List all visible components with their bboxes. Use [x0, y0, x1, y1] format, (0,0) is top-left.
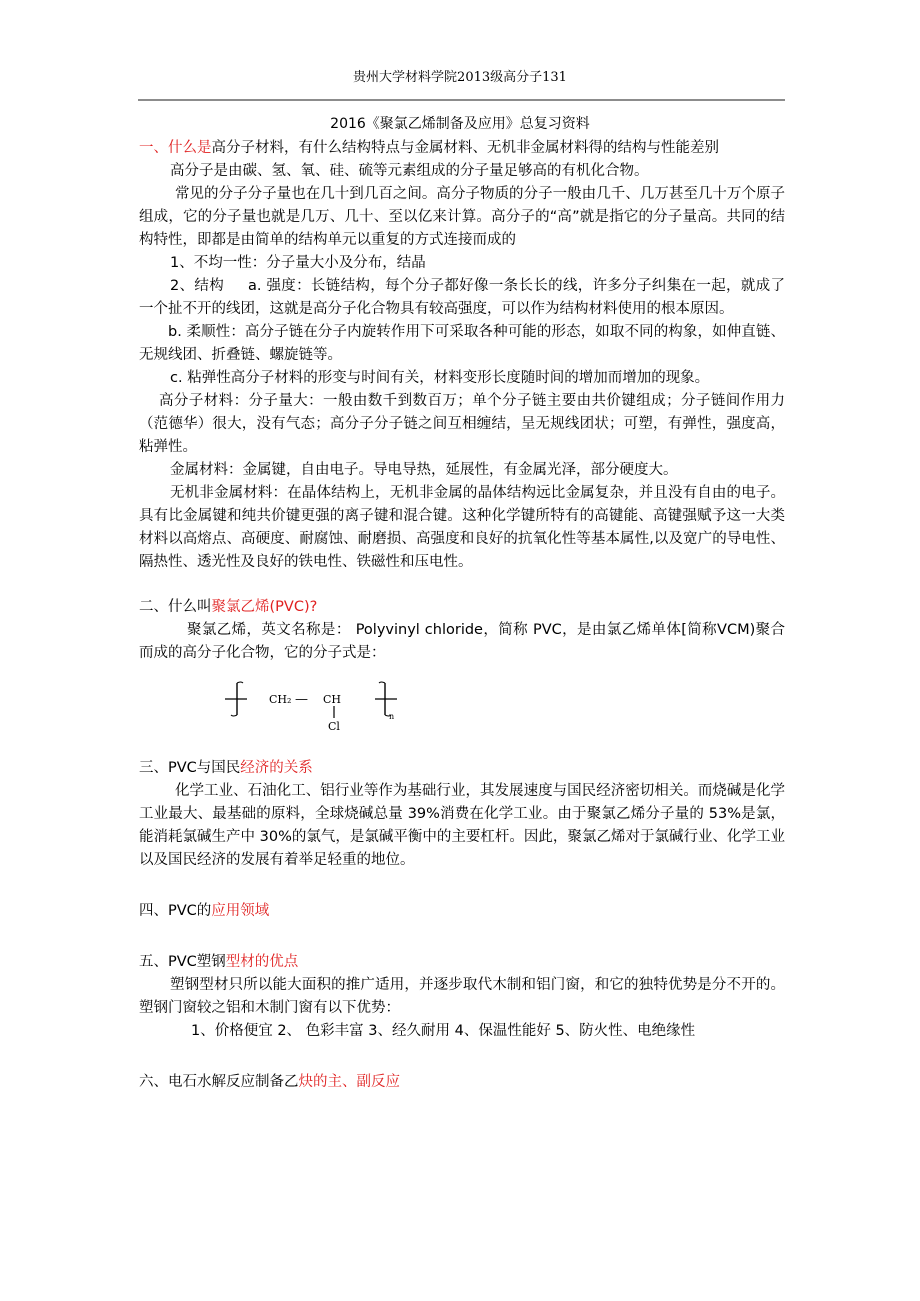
- section-6-heading-text: 六、电石水解反应制备乙: [139, 1074, 299, 1090]
- paragraph: 常见的分子分子量也在几十到几百之间。高分子物质的分子一般由几千、几万甚至几十万个原子组成，它的分子量也就是几万、几十、至以亿来计算。高分子的“高”就是指它的分子量高。共同的结构特性，即都是由简单的结构单元以重复的方式连接而成的: [139, 186, 785, 248]
- formula-svg: [215, 675, 425, 735]
- section-2-heading-red: 聚氯乙烯(PVC)?: [211, 599, 318, 615]
- section-1-heading-text: 高分子材料，有什么结构特点与金属材料、无机非金属材料得的结构与性能差别: [211, 140, 719, 156]
- section-5-heading-text: 五、PVC塑钢: [139, 954, 226, 970]
- formula-dash: —: [295, 692, 308, 707]
- section-4-heading: [139, 900, 785, 923]
- formula-group-ch: CH: [323, 693, 342, 706]
- section-1-heading: [139, 137, 785, 160]
- paragraph: 化学工业、石油化工、铝行业等作为基础行业，其发展速度与国民经济密切相关。而烧碱是化学工业最大、最基础的原料，全球烧碱总量 39%消费在化学工业。由于聚氯乙烯分子量的 53%是氯，能消耗氯碱生产中 30%的氯气，是氯碱平衡中的主要杠杆。因此，聚氯乙烯对于氯碱行业、化学工业以及国民经济的发展有着举足轻重的地位。: [139, 783, 785, 868]
- section-2-heading-text: 二、什么叫: [139, 599, 212, 615]
- formula-subscript-n: n: [389, 712, 395, 721]
- section-4-heading-red: 应用领域: [211, 903, 270, 919]
- formula-group-ch2: CH₂: [269, 693, 292, 706]
- section-3-heading: [139, 757, 785, 780]
- document-title: 2016《聚氯乙烯制备及应用》总复习资料: [330, 116, 590, 132]
- pvc-structural-formula: [139, 675, 785, 739]
- structure-label: 2、结构: [170, 278, 225, 294]
- section-2-heading: [139, 596, 785, 619]
- running-header: 贵州大学材料学院2013级高分子131: [353, 70, 567, 85]
- document-body: [139, 137, 785, 1094]
- advantages-list: 1、价格便宜 2、 色彩丰富 3、经久耐用 4、保温性能好 5、防火性、电绝缘性: [191, 1023, 696, 1039]
- section-4-heading-text: 四、PVC的: [139, 903, 212, 919]
- section-6-heading-red: 炔的主、副反应: [298, 1074, 400, 1090]
- section-5-heading: [139, 951, 785, 974]
- section-6-heading: [139, 1071, 785, 1094]
- paragraph: 1、不均一性：分子量大小及分布，结晶: [170, 255, 426, 271]
- paragraph: 聚氯乙烯，英文名称是： Polyvinyl chloride，简称 PVC，是由氯乙烯单体[简称VCM)聚合而成的高分子化合物，它的分子式是：: [139, 622, 785, 661]
- paragraph: 塑钢型材只所以能大面积的推广适用，并逐步取代木制和铝门窗，和它的独特优势是分不开的。塑钢门窗较之铝和木制门窗有以下优势：: [139, 977, 785, 1016]
- paragraph: c. 粘弹性高分子材料的形变与时间有关，材料变形长度随时间的增加而增加的现象。: [170, 370, 710, 386]
- section-1-heading-red: 一、什么是: [139, 140, 212, 156]
- paragraph: 金属材料：金属键，自由电子。导电导热，延展性，有金属光泽，部分硬度大。: [170, 462, 678, 478]
- paragraph: 高分子是由碳、氢、氧、硅、硫等元素组成的分子量足够高的有机化合物。: [170, 163, 649, 179]
- section-5-heading-red: 型材的优点: [225, 954, 299, 970]
- paragraph: [139, 275, 785, 321]
- paragraph: b. 柔顺性：高分子链在分子内旋转作用下可采取各种可能的形态，如取不同的构象，如伸直链、无规线团、折叠链、螺旋链等。: [139, 324, 785, 363]
- header-rule: [138, 99, 785, 101]
- structure-strength: a. 强度：长链结构，每个分子都好像一条长长的线，许多分子纠集在一起，就成了一个扯不开的线团，这就是高分子化合物具有较高强度，可以作为结构材料使用的根本原因。: [139, 278, 785, 317]
- section-3-heading-text: 三、PVC与国民: [139, 760, 241, 776]
- formula-substituent-cl: Cl: [328, 720, 340, 733]
- paragraph: 高分子材料：分子量大：一般由数千到数百万；单个分子链主要由共价键组成；分子链间作用力（范德华）很大，没有气态；高分子分子链之间互相缠结，呈无规线团状；可塑，有弹性，强度高，粘弹性。: [139, 393, 785, 455]
- section-3-heading-red: 经济的关系: [240, 760, 313, 776]
- paragraph: 无机非金属材料：在晶体结构上，无机非金属的晶体结构远比金属复杂，并且没有自由的电子。具有比金属键和纯共价键更强的离子键和混合键。这种化学键所特有的高键能、高键强赋予这一大类材料以高熔点、高硬度、耐腐蚀、耐磨损、高强度和良好的抗氧化性等基本属性,以及宽广的导电性、隔热性、透光性及良好的铁电性、铁磁性和压电性。: [139, 485, 785, 570]
